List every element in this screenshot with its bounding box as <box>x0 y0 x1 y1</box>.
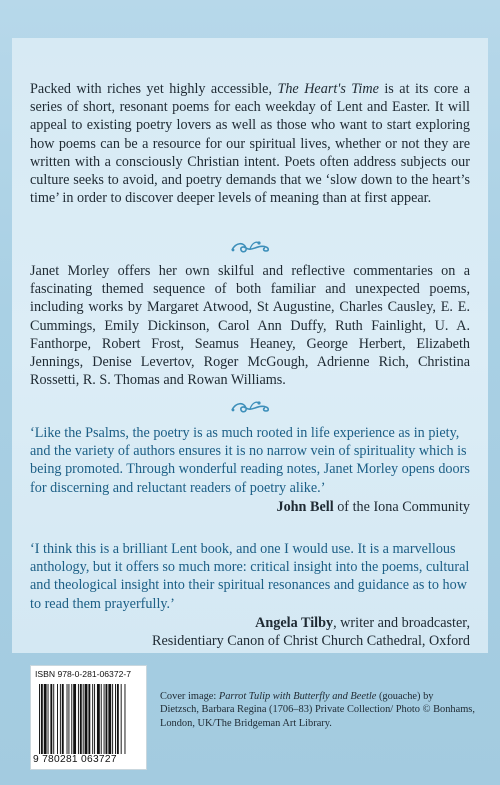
barcode-bar <box>88 684 90 754</box>
barcode-bar <box>68 684 69 754</box>
barcode-bar <box>50 684 52 754</box>
artwork-title: Parrot Tulip with Butterfly and Beetle <box>218 691 377 702</box>
blurb-text: is at its core a series of short, resonant poems for each weekday of Lent and Easter. It will appeal to existing poetry lovers as well as those who want to start exploring how poems can be a resource for our spiritual lives, whether or not they are written with a consciously Christian intent. Poets often address subjects our culture seeks to avoid, and poetry demands that we ‘slow down to the heart’s time’ in order to discover deeper levels of meaning than at first appear. <box>30 81 470 207</box>
blurb-text: Packed with riches yet highly accessible, <box>30 81 278 97</box>
barcode-bar <box>121 684 122 754</box>
barcode-bar <box>85 684 88 754</box>
fleuron-ornament-icon <box>228 238 272 256</box>
barcode-bar <box>115 684 116 754</box>
review-attribution-2 <box>255 614 470 632</box>
barcode-bar <box>92 684 93 754</box>
review-quote-1: ‘Like the Psalms, the poetry is as much rooted in life experience as in piety, and the variety of authors ensures it is no narrow vein of spirituality which is being promoted. Through wonderful reading notes, Janet Morley opens doors for discerning and reluctant readers of poetry alike.’ <box>30 425 470 496</box>
barcode-bar <box>112 684 113 754</box>
barcode-bar <box>101 684 102 754</box>
reviewer-affiliation: , writer and broadcaster, <box>333 615 470 631</box>
isbn-label: ISBN 978-0-281-06372-7 <box>35 669 132 679</box>
cover-image-credit <box>160 690 475 730</box>
barcode-bar <box>83 684 84 754</box>
blurb-paragraph-1 <box>30 80 470 207</box>
barcode-bar <box>80 684 82 754</box>
review-attribution-2-line-2: Residentiary Canon of Christ Church Cathedral, Oxford <box>152 633 470 649</box>
book-title: The Heart's Time <box>277 81 379 97</box>
review-quote-2: ‘I think this is a brilliant Lent book, and one I would use. It is a marvellous anthology, but it offers so much more: critical insight into the poems, cultural and theological insight into their spiritual resonances and guidance as to how to read them prayerfully.’ <box>30 541 470 612</box>
fleuron-ornament-icon <box>228 398 272 416</box>
barcode-bar <box>104 684 105 754</box>
barcode-bar <box>41 684 43 754</box>
barcode-bar <box>71 684 72 754</box>
barcode-bar <box>53 684 54 754</box>
reviewer-name: Angela Tilby <box>255 615 334 631</box>
barcode-bar <box>94 684 95 754</box>
review-attribution-1 <box>276 498 470 516</box>
barcode <box>39 684 143 754</box>
reviewer-affiliation: of the Iona Community <box>333 499 470 515</box>
barcode-bar <box>117 684 119 754</box>
barcode-bar <box>48 684 49 754</box>
credit-details: (gouache) by Dietzsch, Barbara Regina (1706–83) Private Collection/ Photo © Bonhams, London, UK/The Bridgeman Art Library. <box>160 691 475 729</box>
barcode-bar <box>67 684 68 754</box>
barcode-bar <box>44 684 47 754</box>
barcode-bar <box>39 684 40 754</box>
barcode-bar <box>106 684 108 754</box>
isbn-digits: 9 780281 063727 <box>33 754 117 765</box>
barcode-bar <box>62 684 64 754</box>
barcode-bar <box>125 684 126 754</box>
barcode-bar <box>60 684 61 754</box>
barcode-box <box>30 665 147 770</box>
blurb-paragraph-2: Janet Morley offers her own skilful and reflective commentaries on a fascinating themed sequence of both familiar and unexpected poems, including works by Margaret Atwood, St Augustine, Charles Causley, E. E. Cummings, Emily Dickinson, Carol Ann Duffy, Ruth Fainlight, U. A. Fanthorpe, Robert Frost, Seamus Heaney, George Herbert, Elizabeth Jennings, Denise Levertov, Roger McGough, Adrienne Rich, Christina Rossetti, R. S. Thomas and Rowan Williams. <box>30 263 470 389</box>
barcode-bar <box>78 684 79 754</box>
reviewer-name: John Bell <box>276 499 334 515</box>
credit-prefix: Cover image: <box>160 691 219 702</box>
barcode-bar <box>108 684 111 754</box>
barcode-bar <box>97 684 100 754</box>
barcode-bar <box>57 684 58 754</box>
barcode-bar <box>73 684 76 754</box>
